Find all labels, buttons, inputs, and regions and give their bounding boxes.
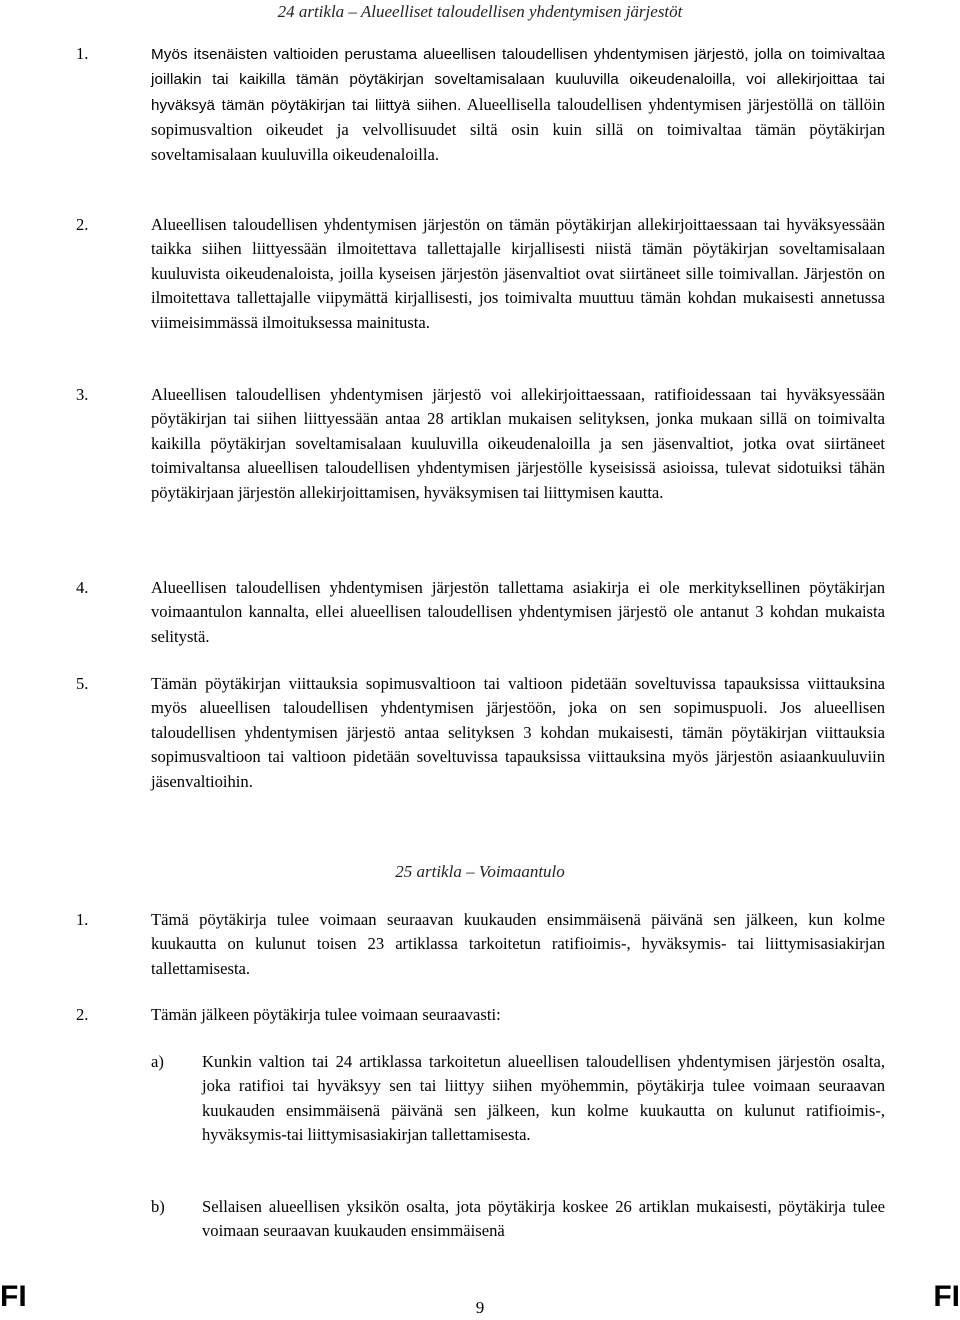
- paragraph-text: Alueellisen taloudellisen yhdentymisen järjestön on tämän pöytäkirjan allekirjoittaessaan tai hyväksyessään taikka siihen liittyessään ilmoitettava tallettajalle kirjallisesti niistä tämän pöytäkirjan soveltamisalaan kuuluvista oikeudenaloista, joilla kyseisen järjestön jäsenvaltiot ovat siirtäneet sille toimivallan. Järjestön on ilmoitettava tallettajalle viipymättä kirjallisesti, jos toimivalta muuttuu tämän kohdan mukaisesti annetussa viimeisimmässä ilmoituksessa mainitusta.: [151, 215, 885, 332]
- paragraph-number: 5.: [76, 674, 89, 693]
- paragraph-text: Tämän jälkeen pöytäkirja tulee voimaan seuraavasti:: [151, 1005, 501, 1024]
- paragraph-text-part-1: Myös itsenäisten valtioiden perustama alueellisen taloudellisen yhdentymisen järjestö, jolla on toimivaltaa joillakin tai kaikilla tämän pöytäkirjan soveltamisalaan kuuluvilla oikeudenaloilla, voi allekirjoittaa tai hyväksyä tämän pöytäkirjan tai liittyä siihen.: [151, 46, 885, 114]
- paragraph-text: Tämän pöytäkirjan viittauksia sopimusvaltioon tai valtioon pidetään soveltuvissa tapauksissa viittauksina myös alueellisen taloudellisen yhdentymisen järjestöön, joka on sen sopimuspuoli. Jos alueellisen taloudellisen yhdentymisen järjestö antaa selityksen 3 kohdan mukaisesti, tämän pöytäkirjan viittauksia sopimusvaltioon tai valtioon pidetään soveltuvissa tapauksissa viittauksina myös järjestön asiaankuuluviin jäsenvaltioihin.: [151, 674, 885, 791]
- paragraph-number: 4.: [76, 578, 89, 597]
- article-24-paragraph-4: [76, 576, 885, 649]
- subparagraph-letter: a): [151, 1052, 164, 1071]
- subparagraph-text: Sellaisen alueellisen yksikön osalta, jota pöytäkirja koskee 26 artiklan mukaisesti, pöytäkirja tulee voimaan seuraavan kuukauden ensimmäisenä: [202, 1197, 885, 1241]
- article-25-subparagraph-b: [151, 1195, 885, 1244]
- subparagraph-text: Kunkin valtion tai 24 artiklassa tarkoitetun alueellisen taloudellisen yhdentymisen järjestön osalta, joka ratifioi tai hyväksyy sen tai liittyy siihen myöhemmin, pöytäkirja tulee voimaan seuraavan kuukauden ensimmäisenä päivänä sen jälkeen, kun kolme kuukautta on kulunut ratifioimis-, hyväksymis-tai liittymisasiakirjan tallettamisesta.: [202, 1052, 885, 1145]
- paragraph-number: 1.: [76, 910, 89, 929]
- paragraph-text: Alueellisen taloudellisen yhdentymisen järjestö voi allekirjoittaessaan, ratifioidessaan tai hyväksyessään pöytäkirjan tai siihen liittyessään antaa 28 artiklan mukaisen selityksen, jonka mukaan sillä on toimivalta kaikilla pöytäkirjan soveltamisalaan kuuluvilla oikeudenaloilla ja sen jäsenvaltiot, jotka ovat siirtäneet toimivaltansa alueellisen taloudellisen yhdentymisen järjestölle kyseisissä asioissa, tulevat sidotuiksi tähän pöytäkirjaan järjestön allekirjoittamisen, hyväksymisen tai liittymisen kautta.: [151, 385, 885, 502]
- paragraph-number: 1.: [76, 44, 89, 63]
- subparagraph-letter: b): [151, 1197, 165, 1216]
- article-24-heading: 24 artikla – Alueelliset taloudellisen yhdentymisen järjestöt: [277, 2, 683, 21]
- article-24-paragraph-5: [76, 672, 885, 794]
- article-25-paragraph-2: [76, 1003, 885, 1027]
- article-25-heading: 25 artikla – Voimaantulo: [395, 862, 565, 881]
- paragraph-number: 3.: [76, 385, 89, 404]
- page-number: 9: [475, 1298, 485, 1317]
- article-25-paragraph-1: [76, 908, 885, 981]
- footer-language-code-right: FI: [933, 1280, 960, 1313]
- paragraph-text: Tämä pöytäkirja tulee voimaan seuraavan kuukauden ensimmäisenä päivänä sen jälkeen, kun kolme kuukautta on kulunut toisen 23 artiklassa tarkoitetun ratifioimis-, hyväksymis- tai liittymisasiakirjan tallettamisesta.: [151, 910, 885, 978]
- paragraph-text: Alueellisen taloudellisen yhdentymisen järjestön tallettama asiakirja ei ole merkityksellinen pöytäkirjan voimaantulon kannalta, ellei alueellisen taloudellisen yhdentymisen järjestö ole antanut 3 kohdan mukaista selitystä.: [151, 578, 885, 646]
- paragraph-text-part-2: Alueellisella taloudellisen yhdentymisen järjestöllä on tällöin sopimusvaltion oikeudet ja velvollisuudet siltä osin kuin sillä on toimivaltaa tämän pöytäkirjan soveltamisalaan kuuluvilla oikeudenaloilla.: [151, 94, 885, 164]
- footer-language-code-left: FI: [0, 1280, 27, 1313]
- article-24-paragraph-1: [76, 42, 885, 167]
- paragraph-number: 2.: [76, 1005, 89, 1024]
- paragraph-number: 2.: [76, 215, 89, 234]
- article-24-paragraph-2: [76, 213, 885, 335]
- article-25-subparagraph-a: [151, 1050, 885, 1148]
- article-24-paragraph-3: [76, 383, 885, 505]
